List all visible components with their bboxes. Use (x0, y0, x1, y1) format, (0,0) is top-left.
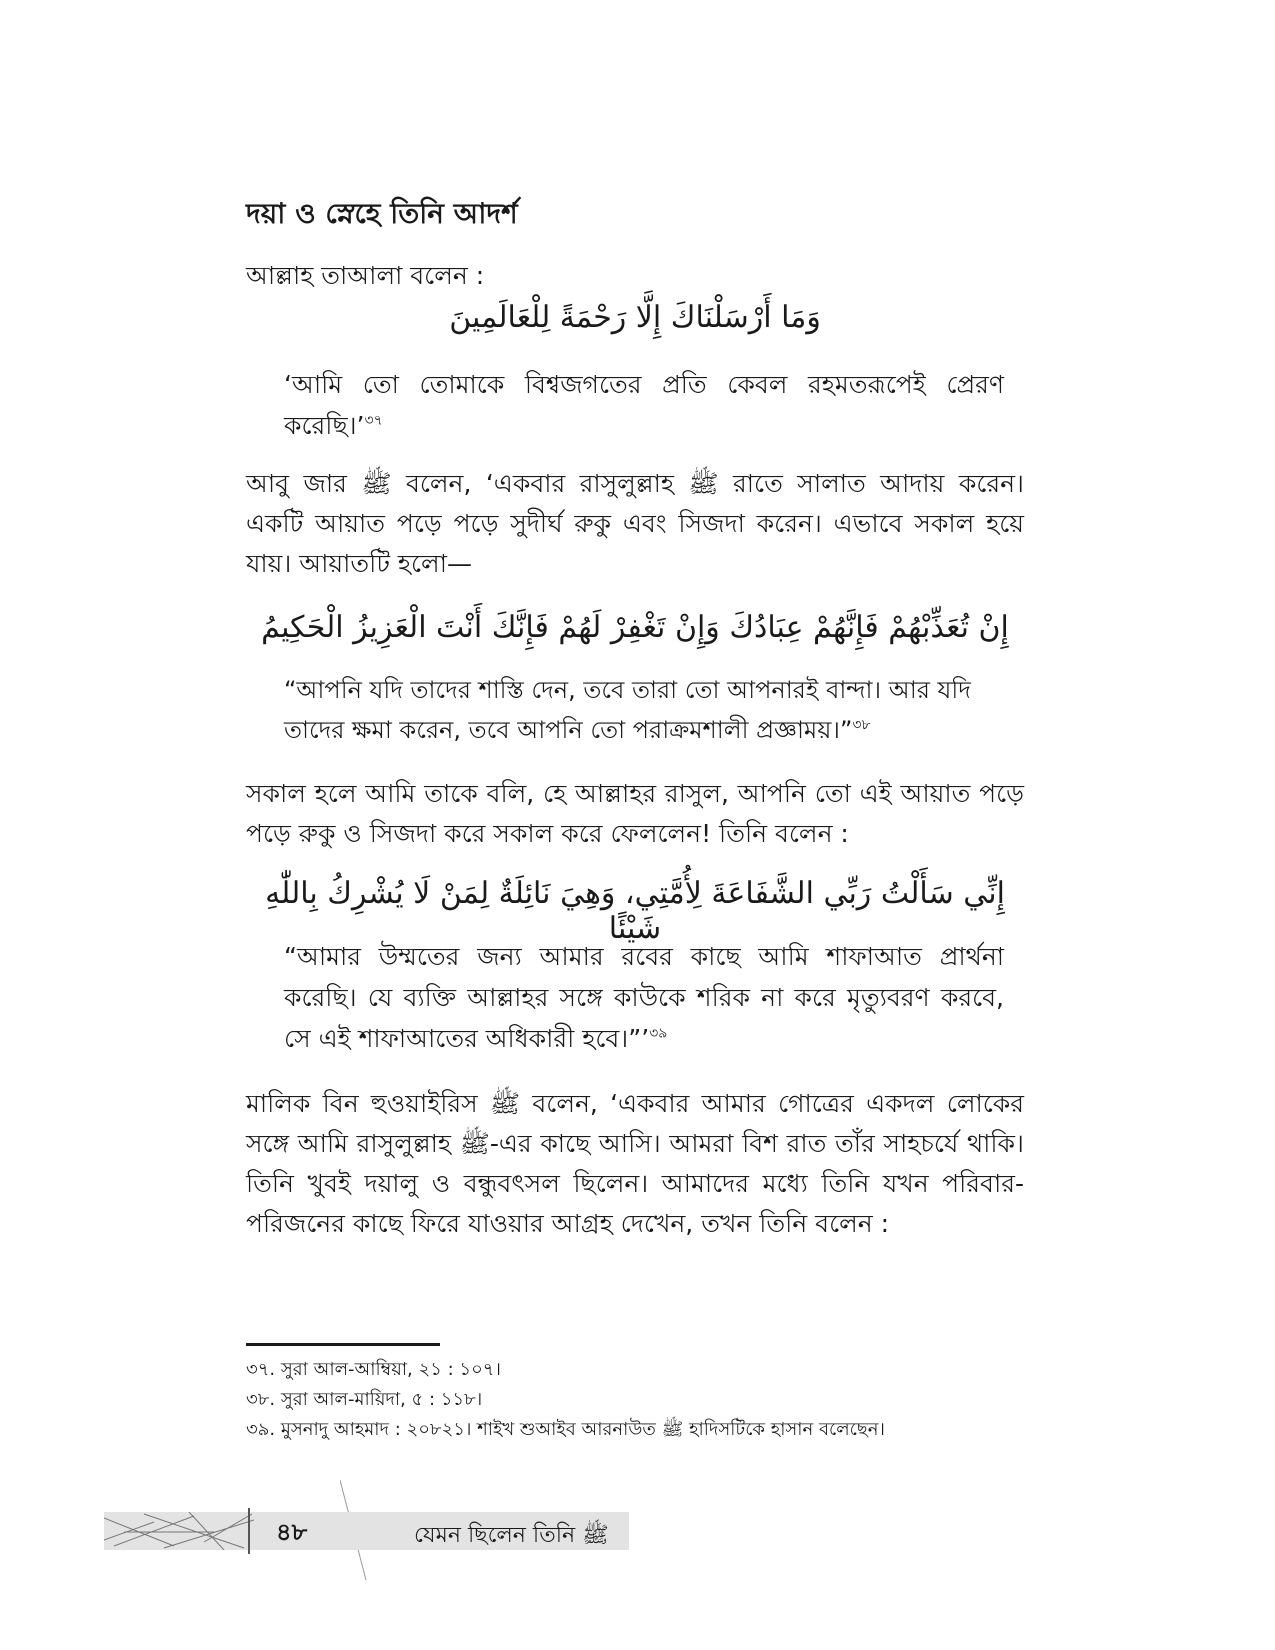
paragraph-1: আবু জার ﷺ বলেন, ‘একবার রাসুলুল্লাহ ﷺ রাতে সালাত আদায় করেন। একটি আয়াত পড়ে পড়ে সুদীর্ঘ রুকু এবং সিজদা করেন। এভাবে সকাল হয়ে যায়। আয়াতটি হলো— (246, 469, 1024, 578)
arabic-verse-1: وَمَا أَرْسَلْنَاكَ إِلَّا رَحْمَةً لِلْعَالَمِينَ (449, 300, 821, 335)
quote-3 (284, 936, 1004, 1059)
paragraph-3: মালিক বিন হুওয়াইরিস ﷺ বলেন, ‘একবার আমার গোত্রের একদল লোকের সঙ্গে আমি রাসুলুল্লাহ ﷺ-এর কাছে আসি। আমরা বিশ রাত তাঁর সাহচর্যে থাকি। তিনি খুবই দয়ালু ও বন্ধুবৎসল ছিলেন। আমাদের মধ্যে তিনি যখন পরিবার-পরিজনের কাছে ফিরে যাওয়ার আগ্রহ দেখেন, তখন তিনি বলেন : (246, 1089, 1024, 1238)
quote-2 (284, 670, 984, 750)
intro-text: আল্লাহ তাআলা বলেন : (246, 261, 485, 290)
section-heading: দয়া ও স্নেহে তিনি আদর্শ (246, 197, 518, 230)
footnote-ref-37: ৩৭ (364, 412, 383, 429)
quote-1-text: ‘আমি তো তোমাকে বিশ্বজগতের প্রতি কেবল রহমতরূপেই প্রেরণ করেছি।’ (284, 370, 1004, 440)
footnote-ref-39: ৩৯ (649, 1025, 668, 1042)
footnote-divider (246, 1343, 440, 1346)
footnote-39: ৩৯. মুসনাদু আহমাদ : ২০৮২১। শাইখ শুআইব আরনাউত ﷺ হাদিসটিকে হাসান বলেছেন। (246, 1419, 885, 1440)
paragraph-2: সকাল হলে আমি তাকে বলি, হে আল্লাহর রাসুল, আপনি তো এই আয়াত পড়ে পড়ে রুকু ও সিজদা করে সকাল করে ফেললেন! তিনি বলেন : (246, 779, 1024, 848)
arabic-verse-2: إِنْ تُعَذِّبْهُمْ فَإِنَّهُمْ عِبَادُكَ وَإِنْ تَغْفِرْ لَهُمْ فَإِنَّكَ أَنْتَ الْعَزِيزُ الْحَكِيمُ (261, 610, 1009, 645)
quote-2-text: “আপনি যদি তাদের শাস্তি দেন, তবে তারা তো আপনারই বান্দা। আর যদি তাদের ক্ষমা করেন, তবে আপনি তো পরাক্রমশালী প্রজ্ঞাময়।” (284, 676, 971, 744)
book-title: যেমন ছিলেন তিনি ﷺ (414, 1523, 609, 1548)
arabic-verse-3: إِنِّي سَأَلْتُ رَبِّي الشَّفَاعَةَ لِأُمَّتِي، وَهِيَ نَائِلَةٌ لِمَنْ لَا يُشْرِكُ بِاللّٰهِ شَيْئًا (265, 876, 1005, 946)
footnote-ref-38: ৩৮ (852, 717, 871, 733)
footnote-37: ৩৭. সুরা আল-আম্বিয়া, ২১ : ১০৭। (246, 1359, 501, 1380)
footer-line-pattern (104, 1512, 254, 1550)
page-footer (104, 1512, 629, 1550)
footnote-38: ৩৮. সুরা আল-মায়িদা, ৫ : ১১৮। (246, 1389, 483, 1410)
quote-3-text: “আমার উম্মতের জন্য আমার রবের কাছে আমি শাফাআত প্রার্থনা করেছি। যে ব্যক্তি আল্লাহর সঙ্গে কাউকে শরিক না করে মৃত্যুবরণ করবে, সে এই শাফাআতের অধিকারী হবে।”’ (284, 942, 1004, 1053)
quote-1 (284, 364, 1004, 446)
page-number: ৪৮ (276, 1518, 308, 1546)
footer-separator (248, 1508, 250, 1554)
